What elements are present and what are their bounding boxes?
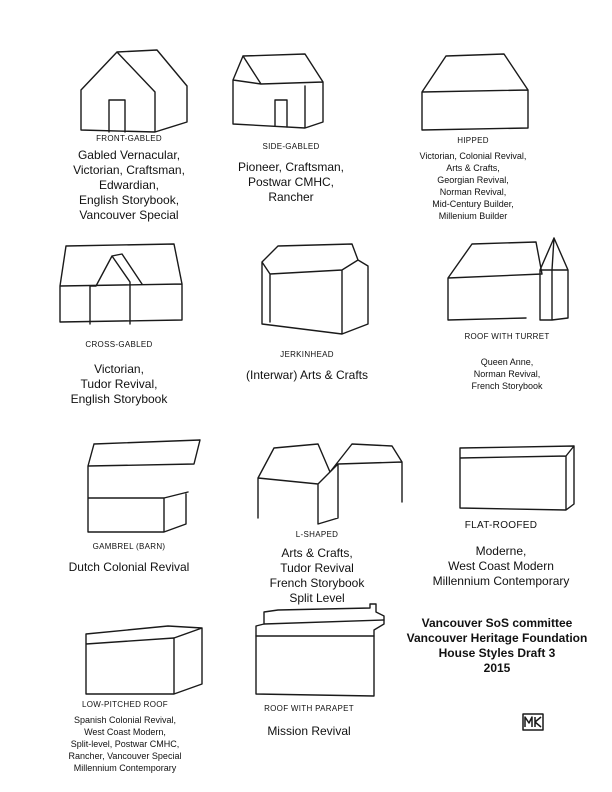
house-roof-with-parapet [214, 602, 404, 739]
style-item: West Coast Modern, [84, 727, 166, 737]
house-label: JERKINHEAD [280, 350, 334, 359]
style-item: Arts & Crafts, [446, 163, 500, 173]
style-item: Victorian, [94, 362, 144, 376]
credit-line: House Styles Draft 3 [438, 646, 556, 660]
house-side-gabled [196, 50, 386, 205]
style-item: West Coast Modern [448, 559, 554, 573]
style-item: Millennium Contemporary [73, 763, 177, 773]
house-low-pitched-roof [30, 618, 220, 774]
house-l-shaped [222, 438, 412, 606]
house-label: HIPPED [457, 136, 489, 145]
house-label: L-SHAPED [295, 530, 339, 539]
style-item: Tudor Revival, [80, 377, 158, 391]
credit-line: Vancouver SoS committee [421, 616, 573, 630]
mk-monogram-icon [522, 713, 544, 731]
style-item: Gabled Vernacular, [77, 148, 181, 162]
house-label: ROOF WITH PARAPET [264, 704, 354, 713]
style-item: Millenium Builder [438, 211, 508, 221]
house-label: FRONT-GABLED [96, 134, 162, 143]
house-gambrel [34, 436, 224, 575]
style-item: French Storybook [471, 381, 543, 391]
style-item: Georgian Revival, [437, 175, 509, 185]
style-list [212, 368, 402, 383]
house-jerkinhead [212, 238, 402, 383]
style-item: Victorian, Craftsman, [73, 163, 185, 177]
house-label: SIDE-GABLED [262, 142, 320, 151]
style-list [30, 714, 220, 774]
style-list [214, 724, 404, 739]
style-item: Edwardian, [98, 178, 160, 192]
front-gabled-house-icon [69, 42, 189, 134]
turret-house-icon [442, 234, 572, 320]
house-label: LOW-PITCHED ROOF [82, 700, 168, 709]
jerkinhead-house-icon [242, 238, 372, 342]
style-item: Moderne, [475, 544, 527, 558]
hipped-house-icon [408, 50, 538, 130]
style-item: (Interwar) Arts & Crafts [245, 368, 369, 382]
style-item: Split Level [289, 591, 345, 605]
style-item: Queen Anne, [480, 357, 534, 367]
style-item: Victorian, Colonial Revival, [419, 151, 527, 161]
style-item: Rancher [268, 190, 314, 204]
style-item: Spanish Colonial Revival, [73, 715, 177, 725]
credit-line: 2015 [483, 661, 511, 675]
style-item: Mid-Century Builder, [432, 199, 514, 209]
style-item: Tudor Revival [280, 561, 354, 575]
style-item: Norman Revival, [439, 187, 507, 197]
style-list [406, 544, 596, 589]
style-list [222, 546, 412, 606]
flat-roofed-house-icon [426, 444, 576, 510]
l-shaped-house-icon [242, 438, 392, 524]
house-roof-with-turret [412, 234, 602, 392]
style-list [34, 560, 224, 575]
credits-block [392, 616, 602, 676]
style-list [378, 150, 568, 222]
house-label: FLAT-ROOFED [464, 520, 538, 531]
house-cross-gabled [24, 238, 214, 407]
style-list [196, 160, 386, 205]
style-item: Pioneer, Craftsman, [237, 160, 345, 174]
house-label: CROSS-GABLED [85, 340, 153, 349]
style-item: Millennium Contemporary [432, 574, 570, 588]
credit-line: Vancouver Heritage Foundation [406, 631, 588, 645]
style-item: French Storybook [269, 576, 365, 590]
style-item: Split-level, Postwar CMHC, [70, 739, 180, 749]
low-pitched-house-icon [50, 618, 200, 694]
parapet-house-icon [234, 602, 384, 698]
style-item: Rancher, Vancouver Special [68, 751, 182, 761]
style-item: Arts & Crafts, [281, 546, 353, 560]
cross-gabled-house-icon [54, 238, 184, 326]
style-item: Mission Revival [267, 724, 351, 738]
style-item: Postwar CMHC, [247, 175, 334, 189]
style-item: Norman Revival, [473, 369, 541, 379]
house-hipped [378, 50, 568, 222]
style-item: English Storybook [70, 392, 168, 406]
gambrel-house-icon [64, 436, 194, 536]
style-list [24, 362, 214, 407]
style-item: English Storybook, [78, 193, 180, 207]
house-label: GAMBREL (BARN) [92, 542, 166, 551]
style-list [412, 356, 602, 392]
house-label: ROOF WITH TURRET [464, 332, 550, 341]
style-item: Vancouver Special [79, 208, 179, 222]
style-item: Dutch Colonial Revival [68, 560, 190, 574]
side-gabled-house-icon [231, 50, 351, 136]
house-flat-roofed [406, 444, 596, 589]
